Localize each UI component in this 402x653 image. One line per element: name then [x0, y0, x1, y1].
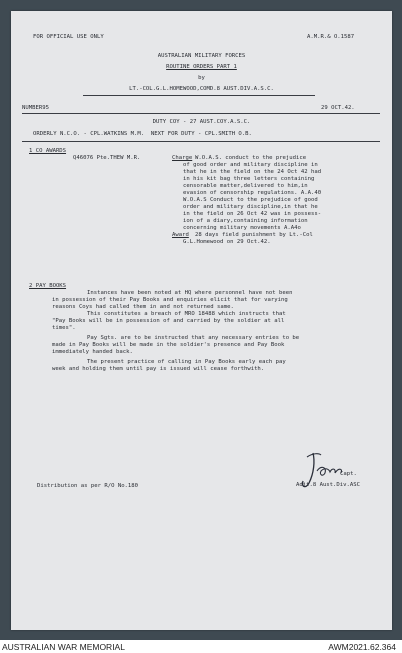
pay-books-line: times".	[52, 325, 76, 331]
charge-line: censorable matter,delivered to him,in	[183, 183, 308, 189]
award-label: Award	[172, 232, 189, 238]
charge-label: Charge	[172, 155, 193, 161]
pay-books-line: The present practice of calling in Pay Books early each pay	[87, 359, 286, 365]
pay-books-line: week and holding them until pay is issued will cease forthwith.	[52, 366, 265, 372]
charge-line: of good order and military discipline in	[183, 162, 318, 168]
charge-line: W.O.A.S. conduct to the prejudice	[195, 155, 307, 161]
award-line: 28 days field punishment by Lt.-Col	[195, 232, 313, 238]
pay-books-line: "Pay Books will be in possession of and carried by the soldier at all	[52, 318, 285, 324]
soldier-name: Q46076 Pte.THEW M.R.	[73, 155, 141, 161]
archive-footer	[0, 640, 402, 653]
header-rule	[22, 113, 380, 114]
charge-line: ion of a diary,containing information	[183, 218, 308, 224]
title-underline	[83, 95, 315, 96]
issued-by: LT.-COL.G.L.HOMEWOOD,COMD.8 AUST.DIV.A.S.C.	[129, 86, 274, 92]
co-awards-heading: 1 CO AWARDS	[29, 148, 67, 154]
order-number: NUMBER95	[22, 105, 49, 111]
accession-number: AWM2021.62.364	[328, 642, 396, 652]
pay-books-line: immediately handed back.	[52, 349, 133, 355]
signatory-appointment: Adjt.8 Aust.Div.ASC	[296, 482, 360, 488]
signatory-rank: Capt.	[340, 471, 357, 477]
duty-company: DUTY COY - 27 AUST.COY.A.S.C.	[152, 119, 251, 125]
charge-line: in his kit bag three letters containing	[183, 176, 315, 182]
section-rule	[22, 141, 380, 142]
pay-books-line: Pay Sgts. are to be instructed that any necessary entries to be	[87, 335, 300, 341]
pay-books-line: This constitutes a breach of MRO 18488 which instructs that	[87, 311, 286, 317]
charge-line: concerning military movements A.A4o	[183, 225, 301, 231]
charge-line: order and military discipline,in that he	[183, 204, 318, 210]
orderly-nco: ORDERLY N.C.O. - CPL.WATKINS M.M. NEXT FOR DUTY - CPL.SMITH O.B.	[33, 131, 252, 137]
restriction-marking: FOR OFFICIAL USE ONLY	[33, 34, 104, 40]
document-page	[11, 11, 392, 630]
reference-number: A.M.R.& O.1587	[307, 34, 355, 40]
orders-title: ROUTINE ORDERS PART 1	[166, 64, 237, 70]
pay-books-heading: 2 PAY BOOKS	[29, 283, 67, 289]
organisation-heading: AUSTRALIAN MILITARY FORCES	[157, 53, 246, 59]
by-line: by	[198, 75, 205, 81]
charge-line: W.O.A.S Conduct to the prejudice of good	[183, 197, 318, 203]
charge-line: that he in the field on the 24 Oct 42 had	[183, 169, 322, 175]
charge-line: in the field on 26 Oct 42 was in possess-	[183, 211, 322, 217]
order-date: 29 OCT.42.	[321, 105, 355, 111]
pay-books-line: made in Pay Books will be made in the soldier's presence and Pay Book	[52, 342, 285, 348]
distribution-note: Distribution as per R/O No.180	[37, 483, 139, 489]
pay-books-line: reasons Coys had called them in and not returned same.	[52, 304, 234, 310]
institution-name: AUSTRALIAN WAR MEMORIAL	[2, 642, 125, 652]
pay-books-line: in possession of their Pay Books and enquiries elicit that for varying	[52, 297, 288, 303]
award-line: G.L.Homewood on 29 Oct.42.	[183, 239, 271, 245]
charge-line: evasion of censorship regulations. A.A.40	[183, 190, 322, 196]
pay-books-line: Instances have been noted at HQ where personnel have not been	[87, 290, 293, 296]
